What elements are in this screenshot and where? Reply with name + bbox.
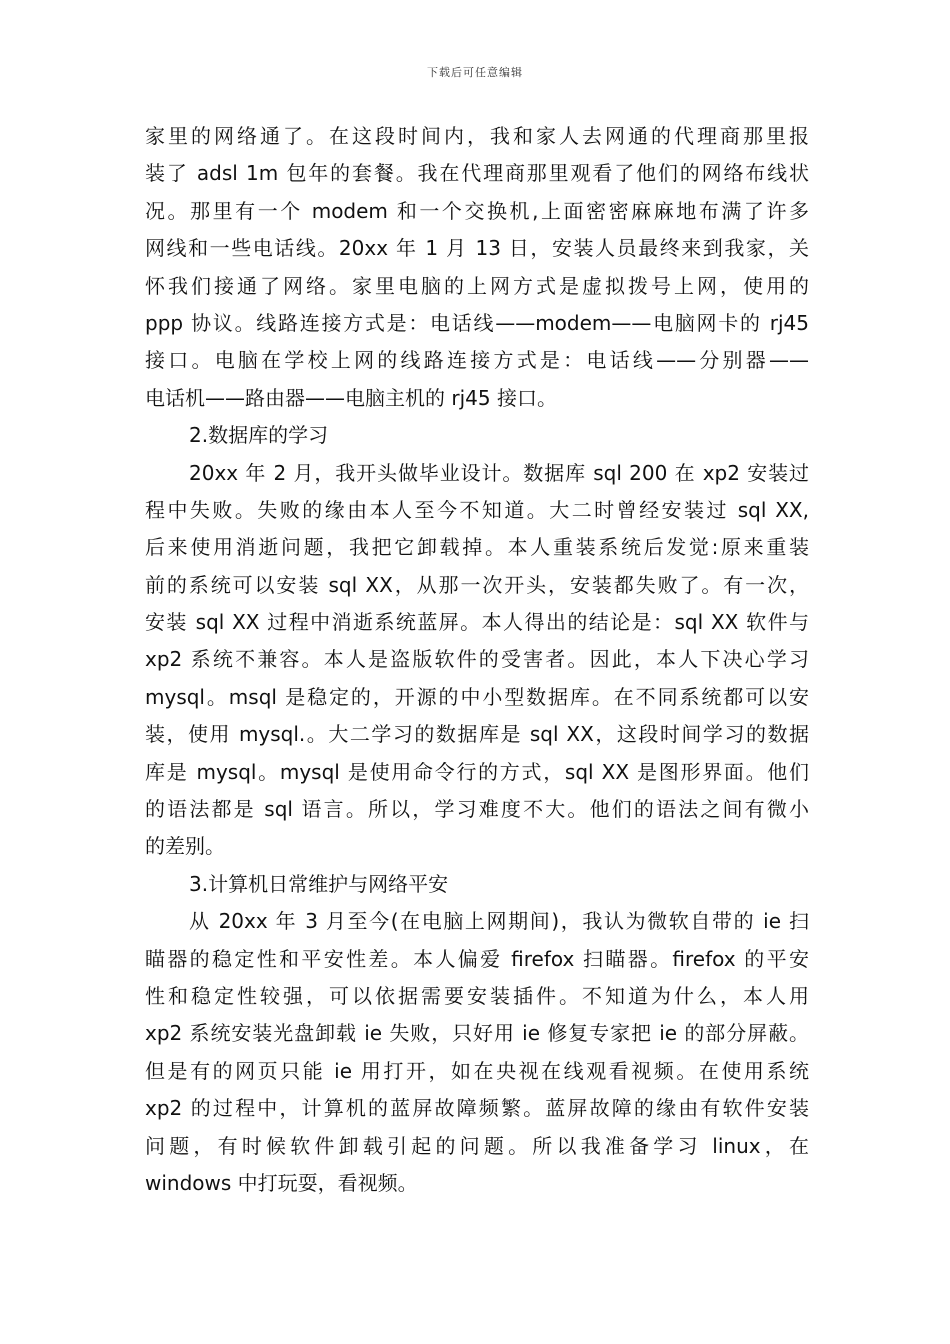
text-line: 性和稳定性较强，可以依据需要安装插件。不知道为什么，本人用 bbox=[145, 983, 809, 1008]
text-line: 程中失败。失败的缘由本人至今不知道。大二时曾经安装过 sql XX, bbox=[145, 497, 809, 522]
text-line: 怀我们接通了网络。家里电脑的上网方式是虚拟拨号上网，使用的 bbox=[145, 273, 809, 298]
text-line: windows 中打玩耍，看视频。 bbox=[145, 1170, 418, 1195]
text-line: 况。那里有一个 modem 和一个交换机,上面密密麻麻地布满了许多 bbox=[145, 198, 809, 223]
text-line: 从 20xx 年 3 月至今(在电脑上网期间)，我认为微软自带的 ie 扫 bbox=[189, 909, 809, 934]
text-line: ppp 协议。线路连接方式是：电话线——modem——电脑网卡的 rj45 bbox=[145, 310, 809, 335]
text-line: 的差别。 bbox=[145, 834, 225, 859]
paragraph-network bbox=[145, 118, 809, 417]
document-body bbox=[145, 118, 809, 1202]
text-line: 家里的网络通了。在这段时间内，我和家人去网通的代理商那里报 bbox=[145, 124, 809, 148]
text-line: 前的系统可以安装 sql XX，从那一次开头，安装都失败了。有一次， bbox=[145, 572, 809, 597]
text-line: xp2 系统安装光盘卸载 ie 失败，只好用 ie 修复专家把 ie 的部分屏蔽。 bbox=[145, 1021, 809, 1046]
section-heading-maintenance: 3.计算机日常维护与网络平安 bbox=[189, 871, 449, 896]
text-line: 装了 adsl 1m 包年的套餐。我在代理商那里观看了他们的网络布线状 bbox=[145, 161, 809, 186]
page-header: 下载后可任意编辑 bbox=[427, 66, 523, 79]
text-line: 后来使用消逝问题，我把它卸载掉。本人重装系统后发觉:原来重装 bbox=[145, 535, 809, 560]
text-line: 接口。电脑在学校上网的线路连接方式是：电话线——分别器—— bbox=[145, 348, 809, 373]
text-line: xp2 的过程中，计算机的蓝屏故障频繁。蓝屏故障的缘由有软件安装 bbox=[145, 1096, 809, 1121]
text-line: 问题，有时候软件卸载引起的问题。所以我准备学习 linux，在 bbox=[145, 1133, 809, 1158]
text-line: 的语法都是 sql 语言。所以，学习难度不大。他们的语法之间有微小 bbox=[145, 797, 809, 822]
text-line: 装，使用 mysql.。大二学习的数据库是 sql XX，这段时间学习的数据 bbox=[145, 722, 809, 747]
text-line: 网线和一些电话线。20xx 年 1 月 13 日，安装人员最终来到我家，关 bbox=[145, 236, 809, 261]
text-line: mysql。msql 是稳定的，开源的中小型数据库。在不同系统都可以安 bbox=[145, 684, 809, 709]
text-line: 电话机——路由器——电脑主机的 rj45 接口。 bbox=[145, 385, 557, 410]
text-line: 安装 sql XX 过程中消逝系统蓝屏。本人得出的结论是：sql XX 软件与 bbox=[145, 610, 809, 635]
text-line: 20xx 年 2 月，我开头做毕业设计。数据库 sql 200 在 xp2 安装过 bbox=[189, 460, 809, 485]
text-line: xp2 系统不兼容。本人是盗版软件的受害者。因此，本人下决心学习 bbox=[145, 647, 809, 672]
paragraph-maintenance bbox=[145, 903, 809, 1202]
section-heading-database: 2.数据库的学习 bbox=[189, 423, 329, 448]
text-line: 但是有的网页只能 ie 用打开，如在央视在线观看视频。在使用系统 bbox=[145, 1058, 809, 1083]
text-line: 库是 mysql。mysql 是使用命令行的方式，sql XX 是图形界面。他们 bbox=[145, 759, 809, 784]
text-line: 瞄器的稳定性和平安性差。本人偏爱 firefox 扫瞄器。firefox 的平安 bbox=[145, 946, 809, 971]
paragraph-database bbox=[145, 455, 809, 866]
